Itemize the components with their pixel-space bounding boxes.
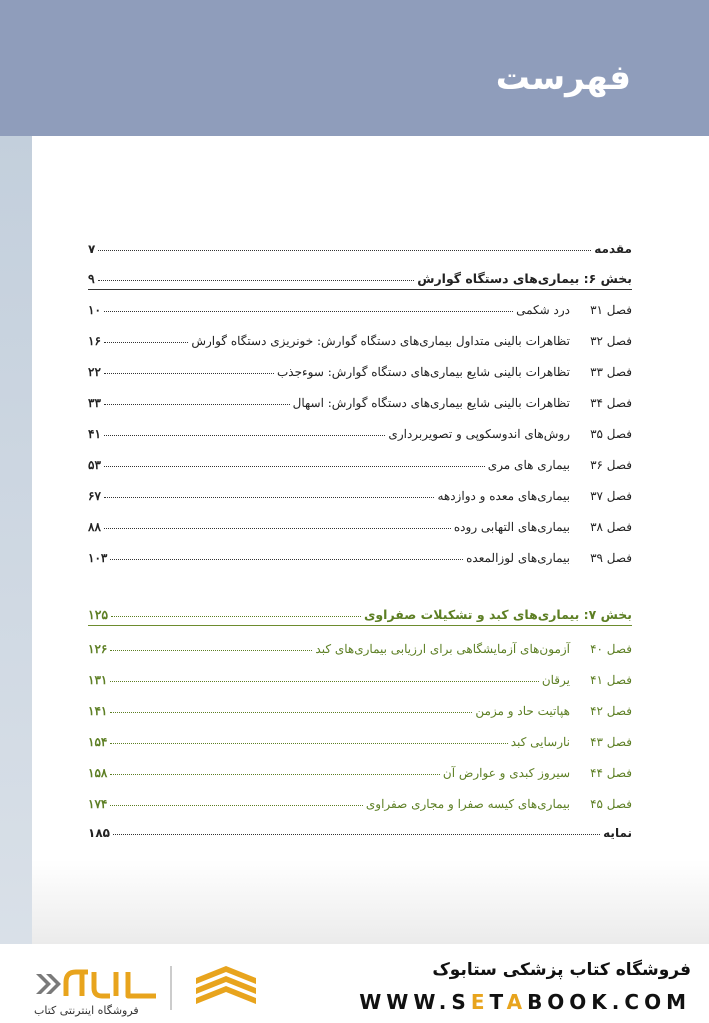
chapter-page: ۱۰ — [88, 303, 101, 317]
chapter-number: فصل ۳۷ — [590, 489, 632, 503]
chapter-title: یرقان — [541, 673, 570, 687]
chapter-page: ۱۵۴ — [88, 735, 108, 749]
leader-dots — [104, 310, 513, 312]
leader-dots — [111, 615, 361, 617]
toc-intro — [88, 230, 632, 256]
leader-dots — [104, 341, 188, 343]
part-6-divider — [88, 289, 632, 290]
chapter-number: فصل ۳۴ — [590, 396, 632, 410]
side-bar — [0, 136, 32, 944]
site-url[interactable] — [359, 990, 691, 1014]
header-band — [0, 0, 709, 136]
toc-chapter-row — [88, 661, 632, 687]
chapter-page: ۶۷ — [88, 489, 101, 503]
toc-chapter-row — [88, 415, 632, 441]
toc-index-title: نمایه — [603, 826, 632, 840]
chapter-title: آزمون‌های آزمایشگاهی برای ارزیابی بیماری‌های کبد — [315, 642, 570, 656]
toc-chapter-row — [88, 692, 632, 718]
chapter-title: بیماری‌های لوزالمعده — [466, 551, 570, 565]
toc-chapter-row — [88, 630, 632, 656]
leader-dots — [110, 558, 463, 560]
chapter-title: بیماری های مری — [487, 458, 570, 472]
toc-chapter-row — [88, 539, 632, 565]
toc-part-6 — [88, 260, 632, 286]
toc-index — [88, 814, 632, 840]
leader-dots — [110, 804, 363, 806]
chapter-title: تظاهرات بالینی شایع بیماری‌های دستگاه گوارش: سوءجذب — [277, 365, 570, 379]
leader-dots — [110, 742, 507, 744]
part-7-page: ۱۲۵ — [88, 607, 109, 622]
chapter-number: فصل ۴۲ — [590, 704, 632, 718]
chapter-number: فصل ۳۹ — [590, 551, 632, 565]
chapter-page: ۱۷۴ — [88, 797, 108, 811]
chapter-page: ۴۱ — [88, 427, 101, 441]
chapter-number: فصل ۴۴ — [590, 766, 632, 780]
toc-part-7 — [88, 596, 632, 622]
leader-dots — [104, 496, 435, 498]
logo-book-icon — [196, 966, 256, 1004]
chapter-page: ۱۰۳ — [88, 551, 108, 565]
chapter-title: تظاهرات بالینی متداول بیماری‌های دستگاه گوارش: خونریزی دستگاه گوارش — [191, 334, 570, 348]
leader-dots — [104, 527, 451, 529]
toc-chapter-row — [88, 508, 632, 534]
toc-chapter-row — [88, 723, 632, 749]
chapter-title: درد شکمی — [516, 303, 570, 317]
leader-dots — [110, 680, 538, 682]
toc-chapter-row — [88, 353, 632, 379]
chapter-number: فصل ۳۵ — [590, 427, 632, 441]
chapter-number: فصل ۳۶ — [590, 458, 632, 472]
part-6-title: بخش ۶: بیماری‌های دستگاه گوارش — [417, 271, 632, 286]
chapter-title: تظاهرات بالینی شایع بیماری‌های دستگاه گوارش: اسهال — [292, 396, 570, 410]
url-part: WWW.S — [359, 990, 471, 1014]
leader-dots — [98, 279, 415, 281]
leader-dots — [104, 434, 386, 436]
logo-chevrons-icon — [36, 974, 61, 994]
chapter-number: فصل ۳۱ — [590, 303, 632, 317]
chapter-page: ۳۳ — [88, 396, 101, 410]
toc-chapter-row — [88, 785, 632, 811]
chapter-title: هپاتیت حاد و مزمن — [475, 704, 570, 718]
leader-dots — [113, 833, 600, 835]
url-accent: A — [506, 990, 528, 1014]
chapter-number: فصل ۳۸ — [590, 520, 632, 534]
chapter-number: فصل ۴۳ — [590, 735, 632, 749]
chapter-page: ۱۵۸ — [88, 766, 108, 780]
chapter-number: فصل ۴۰ — [590, 642, 632, 656]
part-7-title: بخش ۷: بیماری‌های کبد و تشکیلات صفراوی — [363, 607, 632, 622]
toc-chapter-row — [88, 754, 632, 780]
chapter-number: فصل ۴۵ — [590, 797, 632, 811]
shop-name: فروشگاه کتاب پزشکی ستابوک — [432, 960, 691, 980]
toc-chapter-row — [88, 291, 632, 317]
leader-dots — [110, 711, 472, 713]
chapter-number: فصل ۳۲ — [590, 334, 632, 348]
chapter-page: ۲۲ — [88, 365, 101, 379]
logo-caption: فروشگاه اینترنتی کتاب — [34, 1004, 139, 1017]
chapter-title: بیماری‌های معده و دوازدهه — [437, 489, 570, 503]
logo-wordmark-icon — [66, 972, 156, 996]
chapter-page: ۱۶ — [88, 334, 101, 348]
toc-chapter-row — [88, 322, 632, 348]
chapter-page: ۵۳ — [88, 458, 101, 472]
toc-chapter-row — [88, 446, 632, 472]
part-6-page: ۹ — [88, 271, 95, 286]
url-accent: E — [470, 990, 490, 1014]
leader-dots — [104, 403, 290, 405]
toc-chapter-row — [88, 384, 632, 410]
chapter-page: ۸۸ — [88, 520, 101, 534]
page-title: فهرست — [495, 58, 631, 98]
chapter-number: فصل ۳۳ — [590, 365, 632, 379]
leader-dots — [110, 773, 440, 775]
leader-dots — [98, 249, 591, 251]
toc-intro-title: مقدمه — [594, 242, 632, 256]
chapter-number: فصل ۴۱ — [590, 673, 632, 687]
leader-dots — [104, 465, 485, 467]
toc-chapter-row — [88, 477, 632, 503]
chapter-title: روش‌های اندوسکوپی و تصویربرداری — [388, 427, 570, 441]
chapter-title: سیروز کبدی و عوارض آن — [442, 766, 570, 780]
url-part: T — [489, 990, 507, 1014]
chapter-title: نارسایی کبد — [510, 735, 570, 749]
chapter-title: بیماری‌های التهابی روده — [453, 520, 570, 534]
chapter-page: ۱۲۶ — [88, 642, 108, 656]
toc-intro-page: ۷ — [88, 242, 96, 256]
url-part: BOOK.COM — [527, 990, 691, 1014]
toc-index-page: ۱۸۵ — [88, 826, 110, 840]
chapter-page: ۱۳۱ — [88, 673, 108, 687]
chapter-title: بیماری‌های کیسه صفرا و مجاری صفراوی — [365, 797, 570, 811]
chapter-page: ۱۴۱ — [88, 704, 108, 718]
leader-dots — [104, 372, 274, 374]
part-7-divider — [88, 625, 632, 626]
bottom-fade — [32, 860, 709, 944]
leader-dots — [110, 649, 312, 651]
